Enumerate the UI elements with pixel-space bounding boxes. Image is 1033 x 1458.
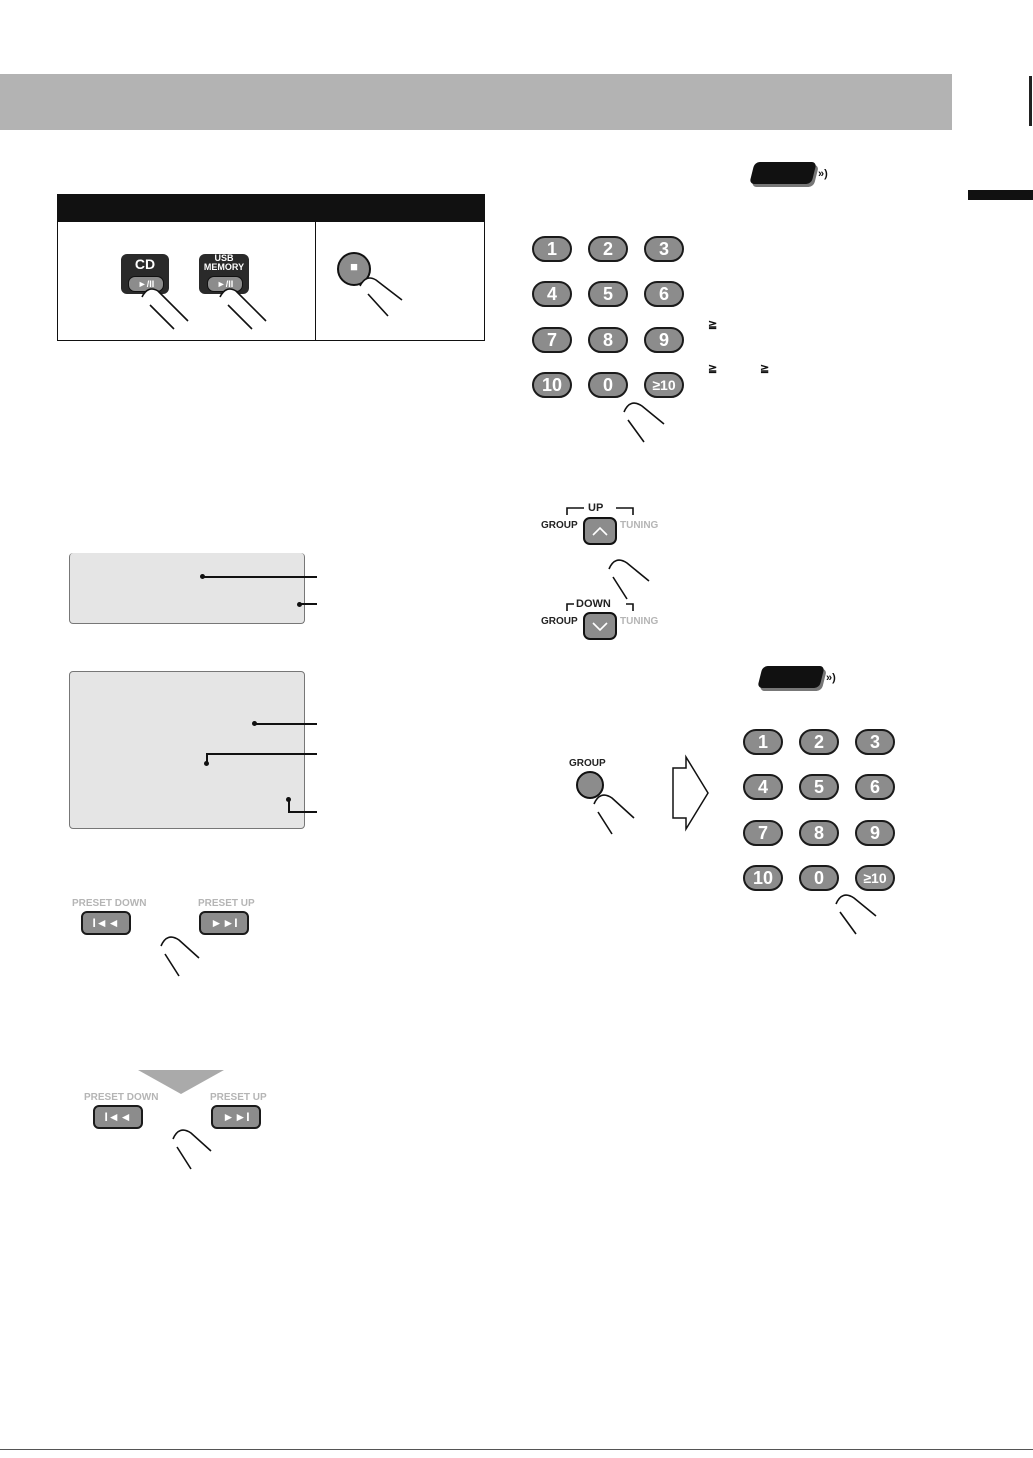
gte-symbol-2: ≧ bbox=[708, 363, 718, 375]
callout-line bbox=[206, 753, 208, 763]
down-bracket bbox=[566, 600, 634, 612]
key-3-b[interactable]: 3 bbox=[855, 729, 895, 755]
callout-line bbox=[288, 811, 317, 813]
stop-icon: ■ bbox=[350, 259, 358, 274]
down-label: DOWN bbox=[576, 598, 611, 610]
finger-preset-2-icon bbox=[167, 1123, 227, 1173]
callout-line bbox=[300, 603, 317, 605]
remote-control-icon bbox=[749, 162, 816, 184]
finger-group-icon bbox=[605, 555, 665, 605]
up-label: UP bbox=[588, 502, 604, 514]
chevron-down-icon bbox=[592, 621, 608, 631]
key-7[interactable]: 7 bbox=[532, 327, 572, 353]
key-4[interactable]: 4 bbox=[532, 281, 572, 307]
gte-symbol-1: ≧ bbox=[708, 319, 718, 331]
key-1[interactable]: 1 bbox=[532, 236, 572, 262]
display-panel-2 bbox=[69, 671, 305, 829]
finger-usb-icon bbox=[218, 283, 278, 333]
section-header-band bbox=[0, 74, 952, 130]
usb-label-line1: USB bbox=[214, 253, 234, 263]
table-header-row bbox=[58, 195, 484, 222]
key-2[interactable]: 2 bbox=[588, 236, 628, 262]
key-3[interactable]: 3 bbox=[644, 236, 684, 262]
finger-group-button-icon bbox=[590, 790, 650, 840]
remote-control-icon-2 bbox=[757, 666, 824, 688]
key-1-b[interactable]: 1 bbox=[743, 729, 783, 755]
key-6[interactable]: 6 bbox=[644, 281, 684, 307]
key-5[interactable]: 5 bbox=[588, 281, 628, 307]
chevron-up-icon bbox=[592, 526, 608, 536]
tuning-label-up: TUNING bbox=[620, 520, 659, 531]
table-divider bbox=[315, 195, 316, 340]
key-6-b[interactable]: 6 bbox=[855, 774, 895, 800]
tuning-label-down: TUNING bbox=[620, 616, 659, 627]
finger-cd-icon bbox=[140, 283, 200, 333]
key-8[interactable]: 8 bbox=[588, 327, 628, 353]
display-panel-1 bbox=[69, 553, 305, 624]
key-5-b[interactable]: 5 bbox=[799, 774, 839, 800]
group-label-up: GROUP bbox=[541, 520, 578, 531]
cd-button-label: CD bbox=[134, 256, 156, 272]
gte-symbol-3: ≧ bbox=[760, 363, 770, 375]
key-8-b[interactable]: 8 bbox=[799, 820, 839, 846]
key-10-b[interactable]: 10 bbox=[743, 865, 783, 891]
finger-keypad-bottom-icon bbox=[832, 890, 892, 940]
finger-stop-icon bbox=[358, 272, 418, 322]
key-4-b[interactable]: 4 bbox=[743, 774, 783, 800]
preset-up-label-2: PRESET UP bbox=[210, 1092, 267, 1103]
key-0-b[interactable]: 0 bbox=[799, 865, 839, 891]
preset-up-button-2[interactable]: ►►I bbox=[211, 1105, 261, 1129]
up-bracket bbox=[566, 504, 634, 516]
preset-down-label-2: PRESET DOWN bbox=[84, 1092, 159, 1103]
preset-down-button-2[interactable]: I◄◄ bbox=[93, 1105, 143, 1129]
preset-down-button[interactable]: I◄◄ bbox=[81, 911, 131, 935]
page-edge-tick bbox=[1029, 76, 1032, 126]
remote-signal-icon-2: ») bbox=[826, 672, 836, 684]
preset-up-button[interactable]: ►►I bbox=[199, 911, 249, 935]
finger-keypad-icon bbox=[620, 398, 680, 448]
key-2-b[interactable]: 2 bbox=[799, 729, 839, 755]
key-plus-10[interactable]: ≥10 bbox=[644, 372, 684, 398]
usb-play-pause-icon: ►/II bbox=[207, 276, 243, 292]
key-9[interactable]: 9 bbox=[644, 327, 684, 353]
group-button-label: GROUP bbox=[569, 758, 606, 769]
preset-up-label: PRESET UP bbox=[198, 898, 255, 909]
key-10[interactable]: 10 bbox=[532, 372, 572, 398]
footer-rule bbox=[0, 1449, 1033, 1450]
usb-label-line2: MEMORY bbox=[203, 262, 245, 272]
next-step-arrow-icon bbox=[672, 756, 710, 830]
key-0[interactable]: 0 bbox=[588, 372, 628, 398]
callout-line bbox=[255, 723, 317, 725]
callout-line bbox=[203, 576, 317, 578]
key-7-b[interactable]: 7 bbox=[743, 820, 783, 846]
chapter-side-mark bbox=[968, 190, 1033, 200]
finger-preset-icon bbox=[155, 930, 215, 980]
key-9-b[interactable]: 9 bbox=[855, 820, 895, 846]
cd-play-pause-icon: ►/II bbox=[128, 276, 164, 292]
preset-down-label: PRESET DOWN bbox=[72, 898, 147, 909]
group-label-down: GROUP bbox=[541, 616, 578, 627]
remote-signal-icon: ») bbox=[818, 168, 828, 180]
key-plus-10-b[interactable]: ≥10 bbox=[855, 865, 895, 891]
callout-line bbox=[206, 753, 317, 755]
